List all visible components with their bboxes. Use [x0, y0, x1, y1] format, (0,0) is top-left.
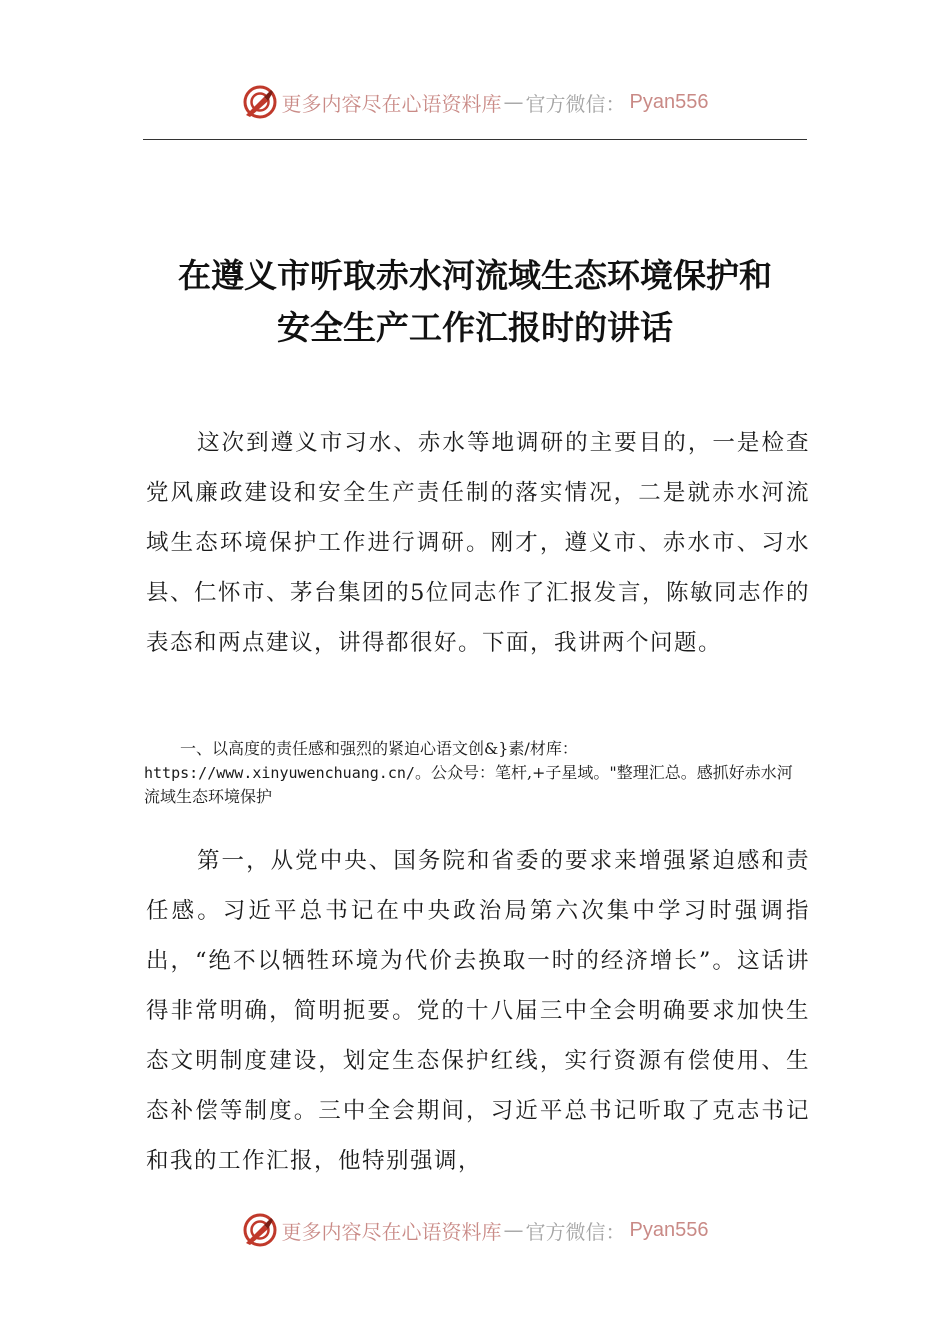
footer-banner — [0, 1208, 950, 1252]
heading-url: https://www.xinyuwenchuang.cn/ — [144, 764, 415, 782]
banner-separator: — — [503, 1218, 524, 1242]
paragraph-intro: 这次到遵义市习水、赤水等地调研的主要目的，一是检查党风廉政建设和安全生产责任制的落实情况，二是就赤水河流域生态环境保护工作进行调研。刚才，遵义市、赤水市、习水县、仁怀市、茅台集团的5位同志作了汇报发言，陈敏同志作的表态和两点建议，讲得都很好。下面，我讲两个问题。 — [146, 430, 810, 656]
paragraph-first-point: 第一，从党中央、国务院和省委的要求来增强紧迫感和责任感。习近平总书记在中央政治局第六次集中学习时强调指出，“绝不以牺牲环境为代价去换取一时的经济增长”。这话讲得非常明确，简明扼要。党的十八届三中全会明确要求加快生态文明制度建设，划定生态保护红线，实行资源有偿使用、生态补偿等制度。三中全会期间，习近平总书记听取了克志书记和我的工作汇报，他特别强调， — [146, 848, 810, 1174]
banner-text: 更多内容尽在心语资料库 — [281, 1219, 502, 1244]
title-line-1: 在遵义市听取赤水河流域生态环境保护和 — [178, 256, 772, 295]
header-divider — [143, 139, 807, 140]
heading-text-end: 。公众号：笔杆,+子星域。"整理汇总。感抓好赤水河流域生态环境保护 — [144, 763, 793, 806]
pen-logo-icon — [242, 1212, 278, 1248]
section-heading — [144, 737, 808, 809]
banner-wechat-label: 官方微信： — [525, 91, 626, 116]
title-line-2: 安全生产工作汇报时的讲话 — [277, 308, 673, 347]
heading-text-start: 一、以高度的责任感和强烈的紧迫心语文创&}素/材库： — [180, 739, 578, 758]
document-title — [100, 250, 850, 354]
banner-wechat-id: Pyan556 — [629, 90, 709, 113]
banner-wechat-label: 官方微信： — [525, 1219, 626, 1244]
banner-wechat-id: Pyan556 — [629, 1218, 709, 1241]
banner-text: 更多内容尽在心语资料库 — [281, 91, 502, 116]
pen-logo-icon — [242, 84, 278, 120]
banner-separator: — — [503, 90, 524, 114]
header-banner — [0, 80, 950, 124]
